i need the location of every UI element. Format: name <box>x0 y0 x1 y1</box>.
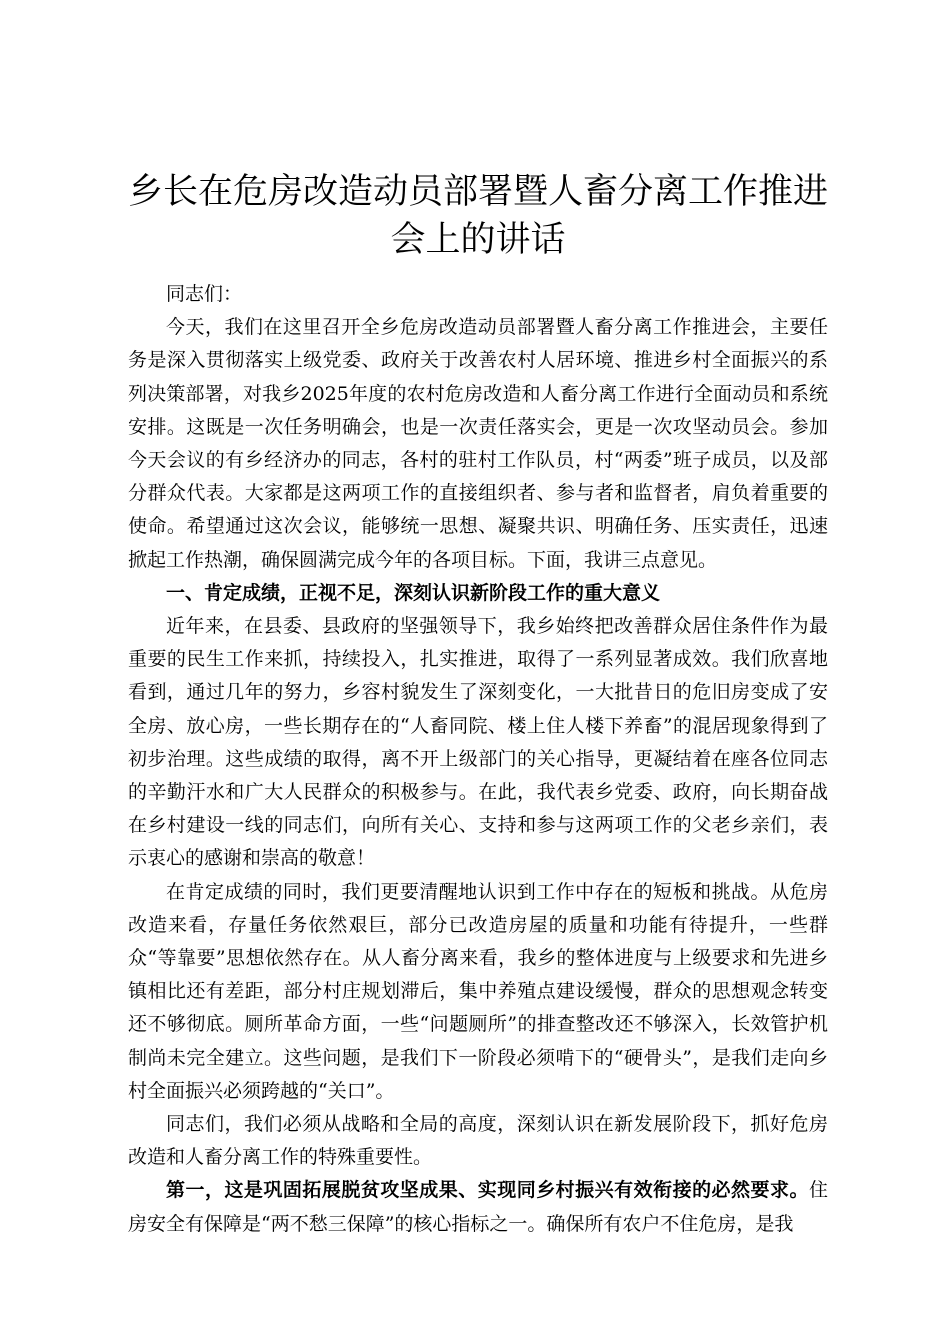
body-paragraph-challenges: 在肯定成绩的同时，我们更要清醒地认识到工作中存在的短板和挑战。从危房改造来看，存量任务依然艰巨，部分已改造房屋的质量和功能有待提升，一些群众“等靠要”思想依然存在。从人畜分离来看，我乡的整体进度与上级要求和先进乡镇相比还有差距，部分村庄规划滞后，集中养殖点建设缓慢，群众的思想观念转变还不够彻底。厕所革命方面，一些“问题厕所”的排查整改还不够深入，长效管护机制尚未完全建立。这些问题，是我们下一阶段必须啃下的“硬骨头”，是我们走向乡村全面振兴必须跨越的“关口”。 <box>128 880 828 1102</box>
body-paragraph-point-1 <box>128 1174 828 1240</box>
point-1-text: 住房安全有保障是“两不愁三保障”的核心指标之一。确保所有农户不住危房，是我 <box>128 1179 828 1235</box>
body-paragraph-significance: 同志们，我们必须从战略和全局的高度，深刻认识在新发展阶段下，抓好危房改造和人畜分离工作的特殊重要性。 <box>128 1113 828 1169</box>
document-title: 乡长在危房改造动员部署暨人畜分离工作推进会上的讲话 <box>128 172 829 260</box>
section-heading-1: 一、肯定成绩，正视不足，深刻认识新阶段工作的重大意义 <box>166 581 661 604</box>
document-body <box>128 168 828 1241</box>
point-1-lead: 第一，这是巩固拓展脱贫攻坚成果、实现同乡村振兴有效衔接的必然要求。 <box>166 1179 809 1202</box>
salutation: 同志们： <box>166 283 243 305</box>
body-paragraph-achievements: 近年来，在县委、县政府的坚强领导下，我乡始终把改善群众居住条件作为最重要的民生工作来抓，持续投入，扎实推进，取得了一系列显著成效。我们欣喜地看到，通过几年的努力，乡容村貌发生了深刻变化，一大批昔日的危旧房变成了安全房、放心房，一些长期存在的“人畜同院、楼上住人楼下养畜”的混居现象得到了初步治理。这些成绩的取得，离不开上级部门的关心指导，更凝结着在座各位同志的辛勤汗水和广大人民群众的积极参与。在此，我代表乡党委、政府，向长期奋战在乡村建设一线的同志们，向所有关心、支持和参与这两项工作的父老乡亲们，表示衷心的感谢和崇高的敬意！ <box>128 615 828 870</box>
intro-paragraph: 今天，我们在这里召开全乡危房改造动员部署暨人畜分离工作推进会，主要任务是深入贯彻落实上级党委、政府关于改善农村人居环境、推进乡村全面振兴的系列决策部署，对我乡2025年度的农村危房改造和人畜分离工作进行全面动员和系统安排。这既是一次任务明确会，也是一次责任落实会，更是一次攻坚动员会。参加今天会议的有乡经济办的同志，各村的驻村工作队员，村“两委”班子成员，以及部分群众代表。大家都是这两项工作的直接组织者、参与者和监督者，肩负着重要的使命。希望通过这次会议，能够统一思想、凝聚共识、明确任务、压实责任，迅速掀起工作热潮，确保圆满完成今年的各项目标。下面，我讲三点意见。 <box>128 316 828 571</box>
